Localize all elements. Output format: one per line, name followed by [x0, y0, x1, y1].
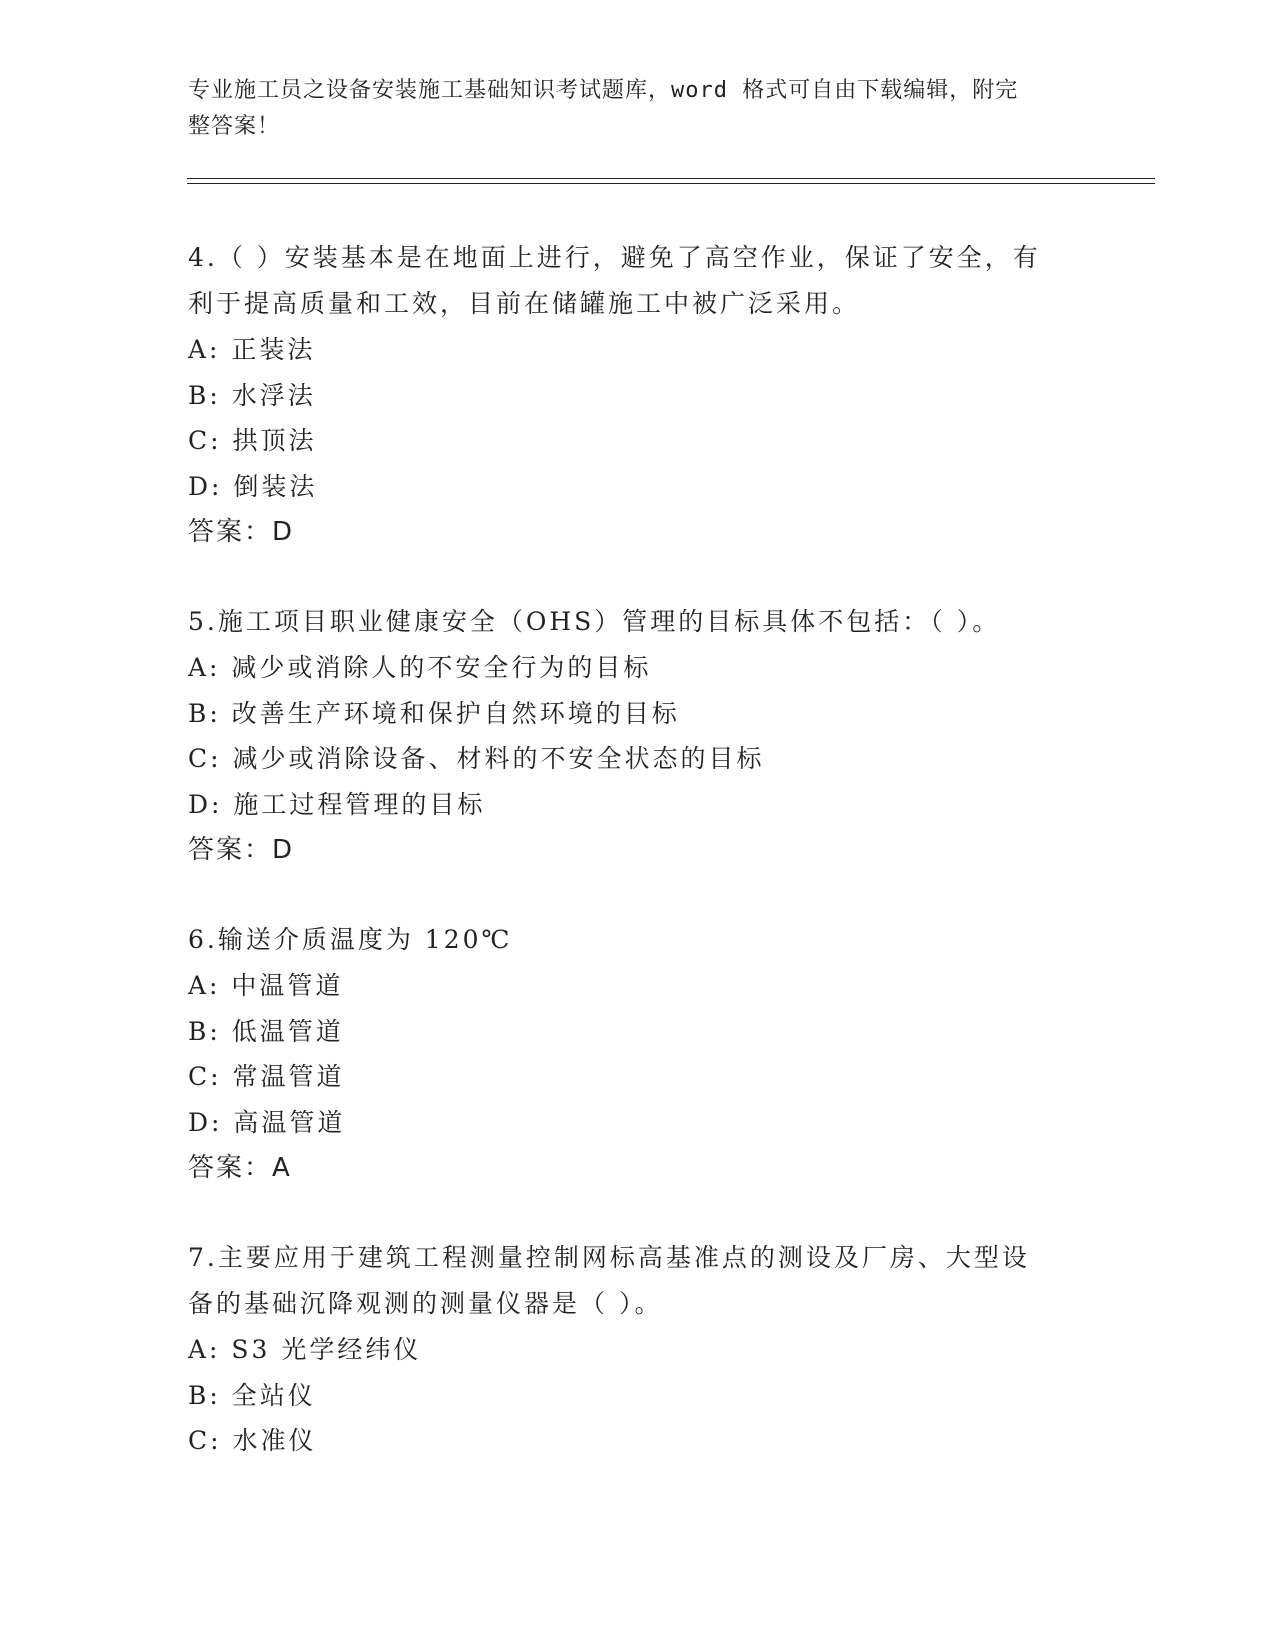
document-header	[188, 73, 1068, 145]
option-d: D: 高温管道	[188, 1107, 346, 1137]
option-c: C: 减少或消除设备、材料的不安全状态的目标	[188, 744, 765, 773]
question-5	[188, 599, 1088, 873]
question-text: 7.主要应用于建筑工程测量控制网标高基准点的测设及厂房、大型设	[188, 1243, 1030, 1272]
option-b: B: 改善生产环境和保护自然环境的目标	[188, 698, 680, 728]
header-divider-bottom	[187, 183, 1155, 184]
option-a: A: 减少或消除人的不安全行为的目标	[188, 653, 652, 682]
answer: 答案：D	[188, 835, 295, 865]
question-text: 6.输送介质温度为 120℃	[188, 925, 513, 954]
option-b: B: 全站仪	[188, 1380, 316, 1410]
option-a: A: S3 光学经纬仪	[188, 1335, 422, 1364]
question-6	[188, 917, 1088, 1191]
answer: 答案：A	[188, 1153, 292, 1183]
header-line-1: 专业施工员之设备安装施工基础知识考试题库，word 格式可自由下载编辑，附完	[188, 78, 1019, 103]
option-a: A: 正装法	[188, 335, 316, 364]
option-b: B: 低温管道	[188, 1016, 344, 1046]
header-divider-top	[187, 178, 1155, 179]
option-b: B: 水浮法	[188, 380, 316, 410]
option-c: C: 拱顶法	[188, 426, 317, 455]
question-text: 5.施工项目职业健康安全（OHS）管理的目标具体不包括：（ ）。	[188, 607, 1001, 636]
question-text: 利于提高质量和工效，目前在储罐施工中被广泛采用。	[188, 289, 861, 318]
question-7	[188, 1235, 1088, 1464]
question-text: 备的基础沉降观测的测量仪器是（ ）。	[188, 1289, 663, 1318]
question-list	[188, 235, 1088, 1508]
question-4	[188, 235, 1088, 555]
option-a: A: 中温管道	[188, 971, 344, 1000]
option-d: D: 倒装法	[188, 471, 318, 501]
option-c: C: 常温管道	[188, 1062, 345, 1091]
option-d: D: 施工过程管理的目标	[188, 789, 486, 819]
header-line-2: 整答案！	[188, 114, 281, 139]
answer: 答案：D	[188, 517, 295, 547]
option-c: C: 水准仪	[188, 1426, 317, 1455]
question-text: 4.（ ）安装基本是在地面上进行，避免了高空作业，保证了安全，有	[188, 243, 1041, 272]
